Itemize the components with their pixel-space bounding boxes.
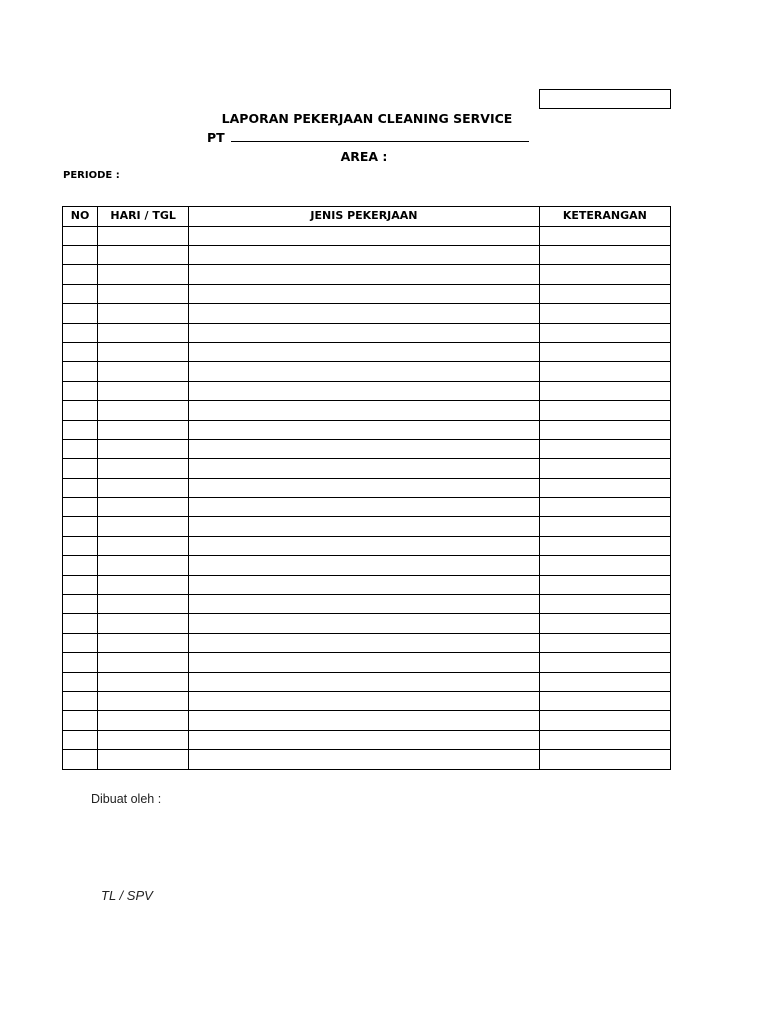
cell-hari-tgl[interactable] [98,672,189,691]
cell-hari-tgl[interactable] [98,245,189,264]
cell-jenis-pekerjaan[interactable] [189,595,540,614]
cell-hari-tgl[interactable] [98,614,189,633]
cell-no[interactable] [63,401,98,420]
table-row [63,304,671,323]
table-row [63,401,671,420]
cell-no[interactable] [63,614,98,633]
table-row [63,420,671,439]
cell-jenis-pekerjaan[interactable] [189,323,540,342]
cell-no[interactable] [63,381,98,400]
table-row [63,691,671,710]
cell-keterangan[interactable] [539,730,670,749]
cell-keterangan[interactable] [539,420,670,439]
table-body [63,226,671,769]
cell-keterangan[interactable] [539,226,670,245]
document-title: LAPORAN PEKERJAAN CLEANING SERVICE [221,111,513,126]
table-row [63,672,671,691]
table-row [63,556,671,575]
cell-no[interactable] [63,498,98,517]
cell-no[interactable] [63,672,98,691]
table-row [63,517,671,536]
table-row [63,711,671,730]
area-label: AREA : [340,149,388,164]
cell-hari-tgl[interactable] [98,653,189,672]
cell-jenis-pekerjaan[interactable] [189,362,540,381]
cell-hari-tgl[interactable] [98,556,189,575]
cell-jenis-pekerjaan[interactable] [189,284,540,303]
cell-jenis-pekerjaan[interactable] [189,633,540,652]
header-no: NO [63,207,98,227]
cell-jenis-pekerjaan[interactable] [189,401,540,420]
cell-jenis-pekerjaan[interactable] [189,498,540,517]
cell-jenis-pekerjaan[interactable] [189,381,540,400]
cell-jenis-pekerjaan[interactable] [189,478,540,497]
cell-keterangan[interactable] [539,401,670,420]
table-row [63,653,671,672]
cell-jenis-pekerjaan[interactable] [189,439,540,458]
table-row [63,633,671,652]
document-number-box[interactable] [539,89,671,109]
cell-keterangan[interactable] [539,304,670,323]
cell-hari-tgl[interactable] [98,498,189,517]
header-jenis-pekerjaan: JENIS PEKERJAAN [189,207,540,227]
cell-hari-tgl[interactable] [98,459,189,478]
cell-jenis-pekerjaan[interactable] [189,420,540,439]
table-row [63,536,671,555]
cell-jenis-pekerjaan[interactable] [189,614,540,633]
cell-jenis-pekerjaan[interactable] [189,730,540,749]
cell-jenis-pekerjaan[interactable] [189,711,540,730]
company-line [207,129,529,145]
cell-keterangan[interactable] [539,633,670,652]
cell-hari-tgl[interactable] [98,342,189,361]
cell-no[interactable] [63,304,98,323]
cell-no[interactable] [63,536,98,555]
cell-hari-tgl[interactable] [98,401,189,420]
table-row [63,284,671,303]
header-hari-tgl: HARI / TGL [98,207,189,227]
cell-no[interactable] [63,750,98,769]
made-by-label: Dibuat oleh : [91,792,162,806]
table-row [63,265,671,284]
cell-jenis-pekerjaan[interactable] [189,672,540,691]
cell-hari-tgl[interactable] [98,284,189,303]
table-row [63,439,671,458]
cell-hari-tgl[interactable] [98,536,189,555]
cell-no[interactable] [63,653,98,672]
cell-jenis-pekerjaan[interactable] [189,265,540,284]
cell-hari-tgl[interactable] [98,478,189,497]
cell-hari-tgl[interactable] [98,439,189,458]
cell-keterangan[interactable] [539,245,670,264]
table-row [63,575,671,594]
cell-keterangan[interactable] [539,498,670,517]
table-row [63,459,671,478]
cell-hari-tgl[interactable] [98,633,189,652]
table-header-row [63,207,671,227]
cell-no[interactable] [63,323,98,342]
work-log-table [62,206,671,770]
signature-role: TL / SPV [101,888,153,903]
table-row [63,614,671,633]
cell-no[interactable] [63,362,98,381]
periode-label: PERIODE : [63,170,120,181]
cell-no[interactable] [63,478,98,497]
table-row [63,730,671,749]
cell-hari-tgl[interactable] [98,362,189,381]
cell-no[interactable] [63,439,98,458]
cell-keterangan[interactable] [539,362,670,381]
table-row [63,323,671,342]
cell-hari-tgl[interactable] [98,420,189,439]
cell-jenis-pekerjaan[interactable] [189,304,540,323]
cell-no[interactable] [63,245,98,264]
cell-jenis-pekerjaan[interactable] [189,653,540,672]
cell-hari-tgl[interactable] [98,750,189,769]
cell-no[interactable] [63,342,98,361]
cell-keterangan[interactable] [539,381,670,400]
cell-no[interactable] [63,420,98,439]
company-label: PT [207,130,225,145]
cell-jenis-pekerjaan[interactable] [189,245,540,264]
cell-keterangan[interactable] [539,536,670,555]
cell-no[interactable] [63,556,98,575]
cell-keterangan[interactable] [539,265,670,284]
cell-hari-tgl[interactable] [98,691,189,710]
cell-no[interactable] [63,595,98,614]
cell-no[interactable] [63,226,98,245]
cell-hari-tgl[interactable] [98,711,189,730]
cell-no[interactable] [63,459,98,478]
table-row [63,342,671,361]
cell-keterangan[interactable] [539,323,670,342]
cell-jenis-pekerjaan[interactable] [189,342,540,361]
cell-no[interactable] [63,575,98,594]
cell-no[interactable] [63,517,98,536]
cell-hari-tgl[interactable] [98,381,189,400]
cell-no[interactable] [63,730,98,749]
cell-no[interactable] [63,691,98,710]
cell-hari-tgl[interactable] [98,265,189,284]
table-row [63,498,671,517]
table-row [63,245,671,264]
cell-no[interactable] [63,633,98,652]
cell-keterangan[interactable] [539,459,670,478]
cell-jenis-pekerjaan[interactable] [189,556,540,575]
cell-hari-tgl[interactable] [98,730,189,749]
cell-keterangan[interactable] [539,750,670,769]
cell-jenis-pekerjaan[interactable] [189,459,540,478]
cell-keterangan[interactable] [539,691,670,710]
cell-keterangan[interactable] [539,653,670,672]
cell-jenis-pekerjaan[interactable] [189,750,540,769]
cell-jenis-pekerjaan[interactable] [189,575,540,594]
cell-jenis-pekerjaan[interactable] [189,226,540,245]
cell-hari-tgl[interactable] [98,595,189,614]
cell-hari-tgl[interactable] [98,323,189,342]
cell-keterangan[interactable] [539,711,670,730]
cell-keterangan[interactable] [539,342,670,361]
cell-keterangan[interactable] [539,478,670,497]
cell-keterangan[interactable] [539,575,670,594]
cell-keterangan[interactable] [539,284,670,303]
cell-keterangan[interactable] [539,439,670,458]
cell-no[interactable] [63,284,98,303]
cell-no[interactable] [63,265,98,284]
header-keterangan: KETERANGAN [539,207,670,227]
company-name-field[interactable] [231,129,529,142]
cell-jenis-pekerjaan[interactable] [189,691,540,710]
cell-keterangan[interactable] [539,614,670,633]
table-row [63,381,671,400]
table-row [63,362,671,381]
cell-keterangan[interactable] [539,556,670,575]
cell-hari-tgl[interactable] [98,226,189,245]
cell-keterangan[interactable] [539,595,670,614]
table-row [63,478,671,497]
cell-hari-tgl[interactable] [98,304,189,323]
table-row [63,750,671,769]
cell-jenis-pekerjaan[interactable] [189,536,540,555]
cell-no[interactable] [63,711,98,730]
cell-hari-tgl[interactable] [98,517,189,536]
cell-keterangan[interactable] [539,517,670,536]
cell-keterangan[interactable] [539,672,670,691]
table-row [63,595,671,614]
table-row [63,226,671,245]
cell-jenis-pekerjaan[interactable] [189,517,540,536]
cell-hari-tgl[interactable] [98,575,189,594]
